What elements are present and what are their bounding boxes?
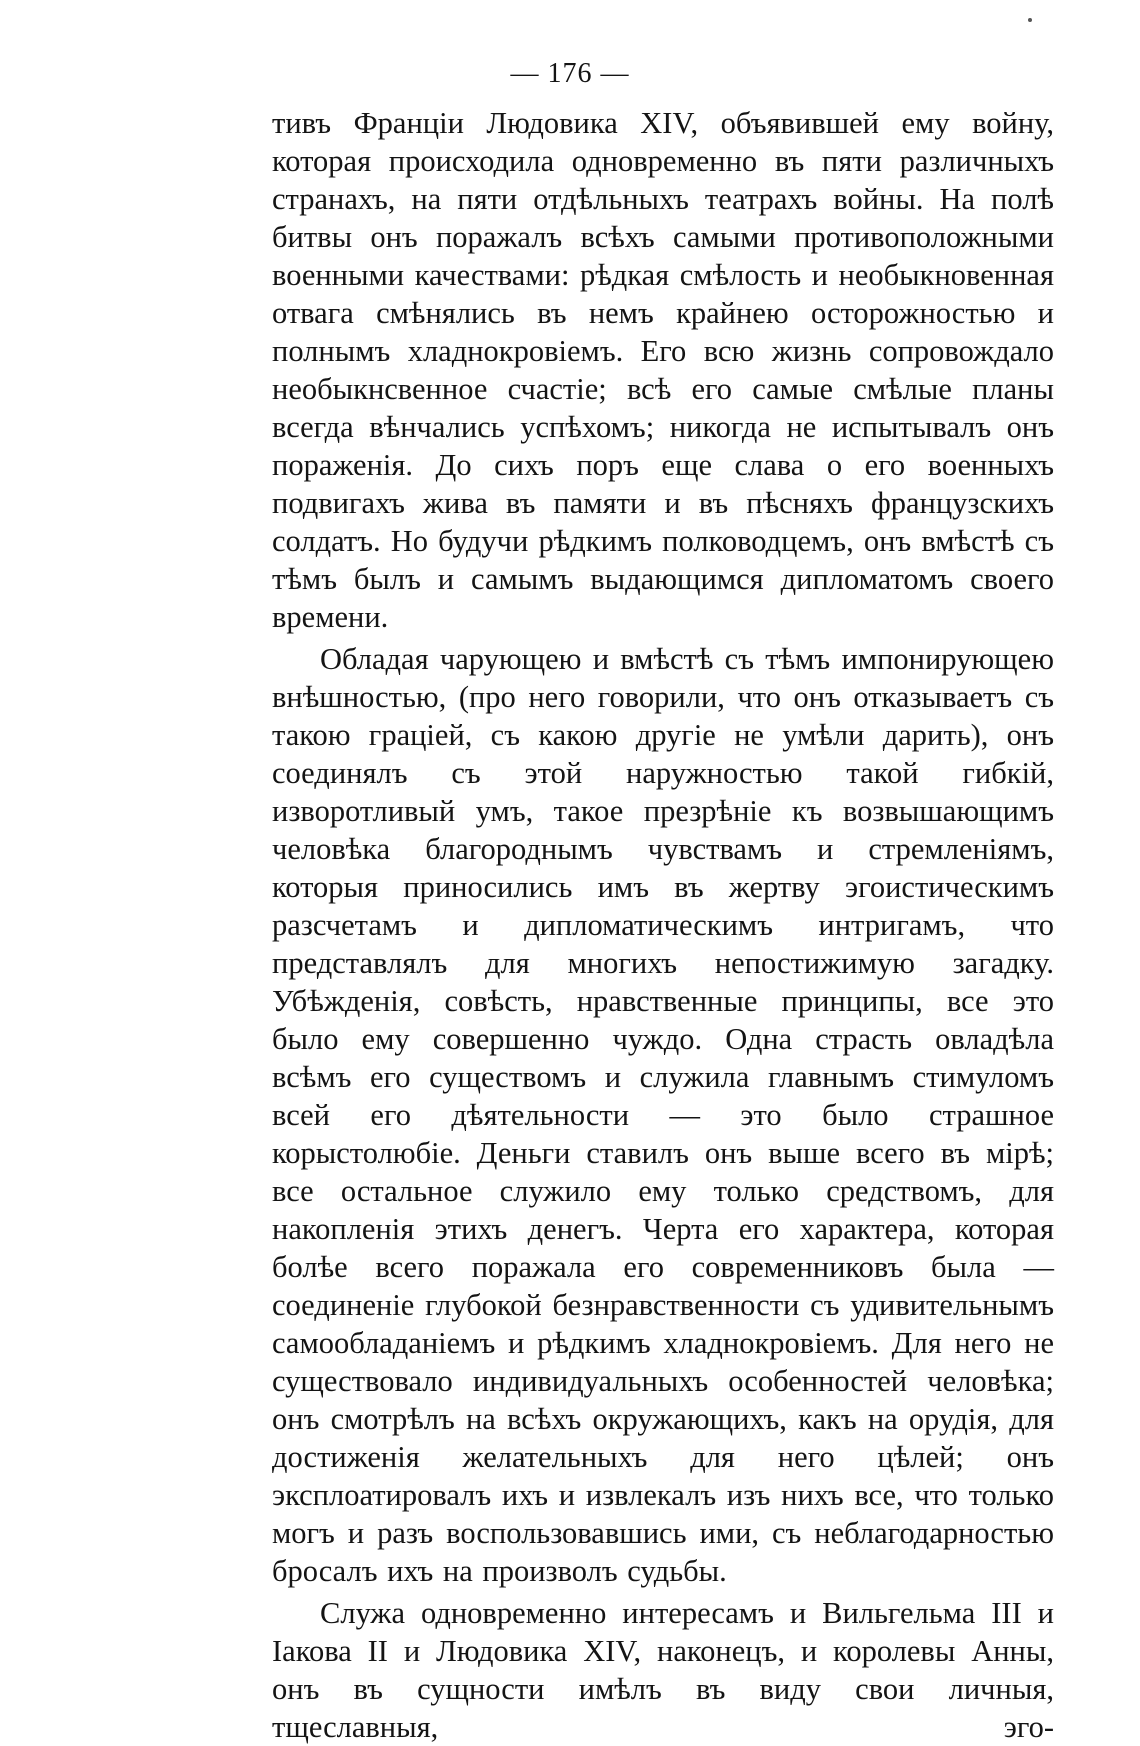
body-text (272, 104, 1054, 1746)
page-number: — 176 — (510, 58, 630, 89)
paragraph-2: Обладая чарующею и вмѣстѣ съ тѣмъ импонирующею внѣшностью, (про него говорили, что онъ отказываетъ съ такою граціей, съ какою другіе не умѣли дарить), онъ соединялъ съ этой наружностью такой гибкій, изворотливый умъ, такое презрѣніе къ возвышающимъ человѣка благороднымъ чувствамъ и стремленіямъ, которыя приносились имъ въ жертву эгоистическимъ разсчетамъ и дипломатическимъ интригамъ, что представлялъ для многихъ непостижимую загадку. Убѣжденія, совѣсть, нравственные принципы, все это было ему совершенно чуждо. Одна страсть овладѣла всѣмъ его существомъ и служила главнымъ стимуломъ всей его дѣятельности — это было страшное корыстолюбіе. Деньги ставилъ онъ выше всего въ мірѣ; все остальное служило ему только средствомъ, для накопленія этихъ денегъ. Черта его характера, которая болѣе всего поражала его современниковъ была — соединеніе глубокой безнравственности съ удивительнымъ самообладаніемъ и рѣдкимъ хладнокровіемъ. Для него не существовало индивидуальныхъ особенностей человѣка; онъ смотрѣлъ на всѣхъ окружающихъ, какъ на орудія, для достиженія желательныхъ для него цѣлей; онъ эксплоатировалъ ихъ и извлекалъ изъ нихъ все, что только могъ и разъ воспользовавшись ими, съ неблагодарностью бросалъ ихъ на произволъ судьбы. (272, 642, 1054, 1588)
paragraph-1: тивъ Франціи Людовика XIV, объявившей ему войну, которая происходила одновременно въ пяти различныхъ странахъ, на пяти отдѣльныхъ театрахъ войны. На полѣ битвы онъ поражалъ всѣхъ самыми противоположными военными качествами: рѣдкая смѣлость и необыкновенная отвага смѣнялись въ немъ крайнею осторожностью и полнымъ хладнокровіемъ. Его всю жизнь сопровождало необыкнсвенное счастіе; всѣ его самые смѣлые планы всегда вѣнчались успѣхомъ; никогда не испытывалъ онъ пораженія. До сихъ поръ еще слава о его военныхъ подвигахъ жива въ памяти и въ пѣсняхъ французскихъ солдатъ. Но будучи рѣдкимъ полководцемъ, онъ вмѣстѣ съ тѣмъ былъ и самымъ выдающимся дипломатомъ своего времени. (272, 106, 1054, 634)
paragraph-3: Служа одновременно интересамъ и Вильгельма III и Іакова II и Людовика XIV, наконецъ, и королевы Анны, онъ въ сущности имѣлъ въ виду свои личныя, тщеславныя, эго- (272, 1596, 1054, 1744)
scan-speck (1028, 18, 1032, 22)
